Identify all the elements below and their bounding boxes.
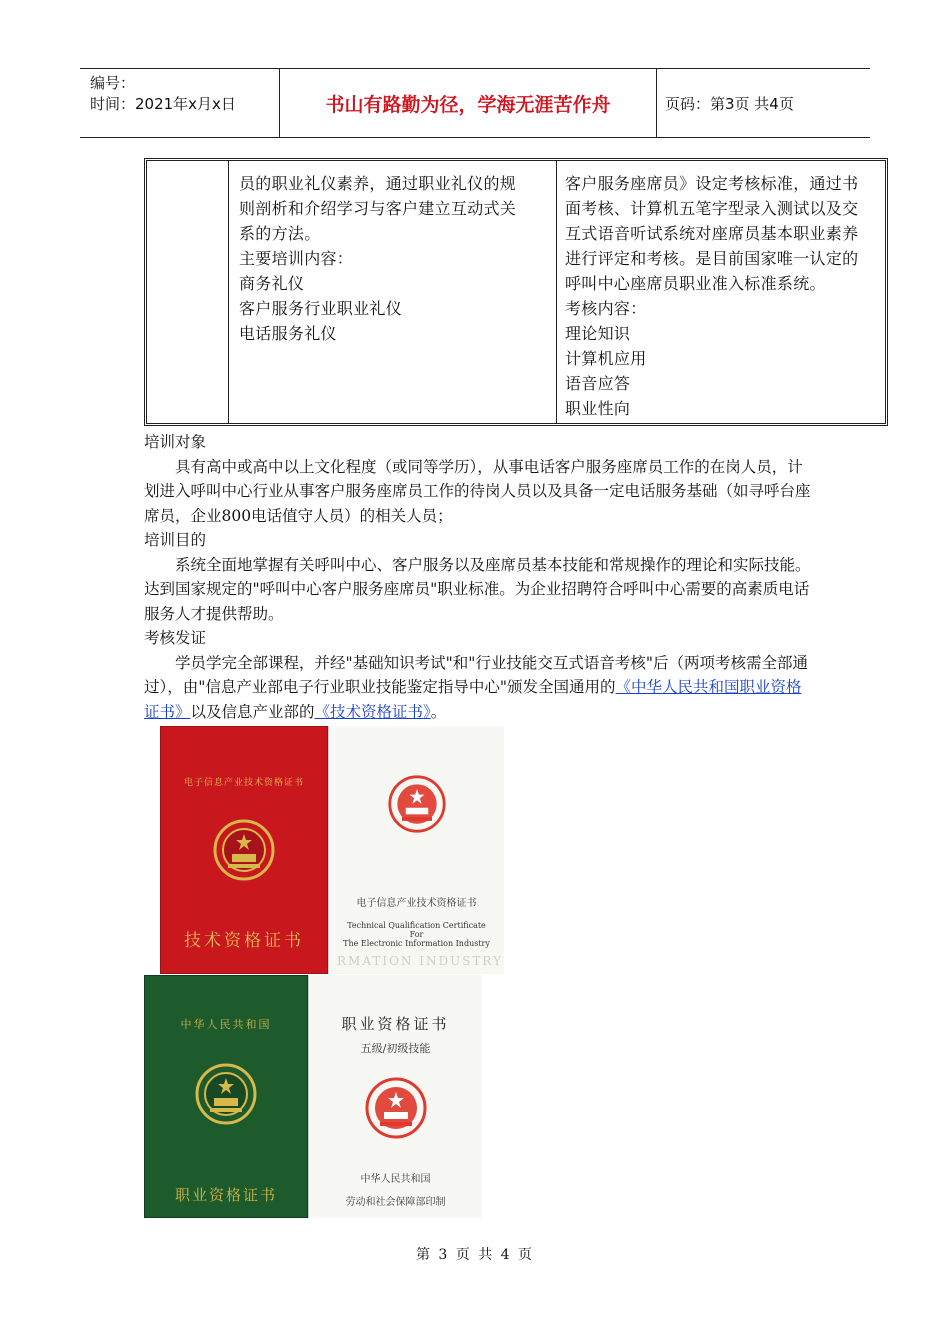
- table-col-assessment: [557, 161, 885, 423]
- tech-page-cn: 电子信息产业技术资格证书: [356, 898, 477, 909]
- table-line: 客户服务座席员》设定考核标准，通过书: [565, 174, 859, 193]
- table-line: 考核内容：: [565, 299, 647, 318]
- technical-certificate-link[interactable]: 《技术资格证书》: [314, 702, 431, 721]
- number-label: 编号：: [90, 74, 136, 92]
- tech-page-en2: For: [409, 930, 424, 939]
- content-table: [144, 158, 888, 426]
- vocational-certificate-cover: [144, 975, 308, 1218]
- vocational-certificate-link[interactable]: 《中华人民共和国职业资格证书》: [144, 678, 802, 721]
- time-label: 时间：2021年x月x日: [90, 95, 236, 113]
- document-body: [144, 430, 814, 724]
- voc-page-issuer2: 劳动和社会保障部印制: [345, 1197, 446, 1208]
- table-line: 员的职业礼仪素养，通过职业礼仪的规: [239, 174, 517, 193]
- table-line: 则剖析和介绍学习与客户建立互动式关: [239, 199, 517, 218]
- national-emblem-icon: [194, 1062, 258, 1126]
- table-line: 互式语音听试系统对座席员基本职业素养: [565, 224, 859, 243]
- table-col-empty: [147, 161, 229, 423]
- table-line: 进行评定和考核。是目前国家唯一认定的: [565, 249, 859, 268]
- tech-page-faint: RMATION INDUSTRY: [337, 954, 504, 968]
- tech-certificate-image: [160, 726, 504, 974]
- header-meta: [80, 69, 280, 137]
- tech-cover-title: 技术资格证书: [184, 931, 304, 951]
- cert-text-b: 以及信息产业部的: [190, 702, 315, 721]
- table-line: 主要培训内容：: [239, 249, 354, 268]
- section-title-cert: 考核发证: [144, 629, 207, 647]
- cert-text-a: 学员学完全部课程，并经"基础知识考试"和"行业技能交互式语音考核"后（两项考核需全部通过），由"信息产业部电子行业职业技能鉴定指导中心"颁发全国通用的: [144, 653, 809, 696]
- national-emblem-icon: [387, 774, 447, 834]
- voc-cover-title: 职业资格证书: [174, 1186, 277, 1204]
- header-motto: 书山有路勤为径，学海无涯苦作舟: [280, 69, 657, 137]
- table-line: 系的方法。: [239, 224, 321, 243]
- voc-page-level: 五级/初级技能: [360, 1042, 431, 1055]
- section-title-goal: 培训目的: [144, 531, 207, 549]
- table-line: 面考核、计算机五笔字型录入测试以及交: [565, 199, 859, 218]
- cert-text-c: 。: [430, 702, 447, 721]
- table-line: 客户服务行业职业礼仪: [239, 299, 403, 318]
- national-emblem-icon: [212, 818, 276, 882]
- section-text-goal: 系统全面地掌握有关呼叫中心、客户服务以及座席员基本技能和常规操作的理论和实际技能。达到国家规定的"呼叫中心客户服务座席员"职业标准。为企业招聘符合呼叫中心需要的高素质电话服务人才提供帮助。: [144, 555, 811, 623]
- tech-page-en3: The Electronic Information Industry: [343, 939, 490, 948]
- voc-page-issuer1: 中华人民共和国: [360, 1174, 431, 1185]
- vocational-certificate-image: [144, 975, 482, 1218]
- table-line: 呼叫中心座席员职业准入标准系统。: [565, 274, 826, 293]
- table-line: 职业性向: [565, 399, 631, 418]
- table-line: 电话服务礼仪: [239, 324, 337, 343]
- table-line: 计算机应用: [565, 349, 647, 368]
- table-line: 理论知识: [565, 324, 631, 343]
- national-emblem-icon: [364, 1076, 428, 1140]
- tech-cover-top-text: 电子信息产业技术资格证书: [183, 778, 304, 788]
- table-col-etiquette: [229, 161, 557, 423]
- section-text-cert: [144, 651, 814, 725]
- tech-certificate-page: [328, 726, 504, 974]
- voc-page-title: 职业资格证书: [341, 1015, 450, 1033]
- table-line: 商务礼仪: [239, 274, 305, 293]
- voc-cover-top-text: 中华人民共和国: [180, 1018, 272, 1031]
- tech-certificate-cover: [160, 726, 328, 974]
- tech-page-en1: Technical Qualification Certificate: [347, 921, 486, 930]
- section-text-target: 具有高中或高中以上文化程度（或同等学历），从事电话客户服务座席员工作的在岗人员，计划进入呼叫中心行业从事客户服务座席员工作的待岗人员以及具备一定电话服务基础（如寻呼台座席员，企业800电话值守人员）的相关人员；: [144, 457, 811, 525]
- header-page-label: 页码：第3页 共4页: [665, 94, 794, 113]
- page-header: [80, 68, 870, 138]
- vocational-certificate-page: [308, 975, 482, 1218]
- section-title-target: 培训对象: [144, 433, 207, 451]
- page-footer: 第 3 页 共 4 页: [415, 1247, 535, 1263]
- table-line: 语音应答: [565, 374, 631, 393]
